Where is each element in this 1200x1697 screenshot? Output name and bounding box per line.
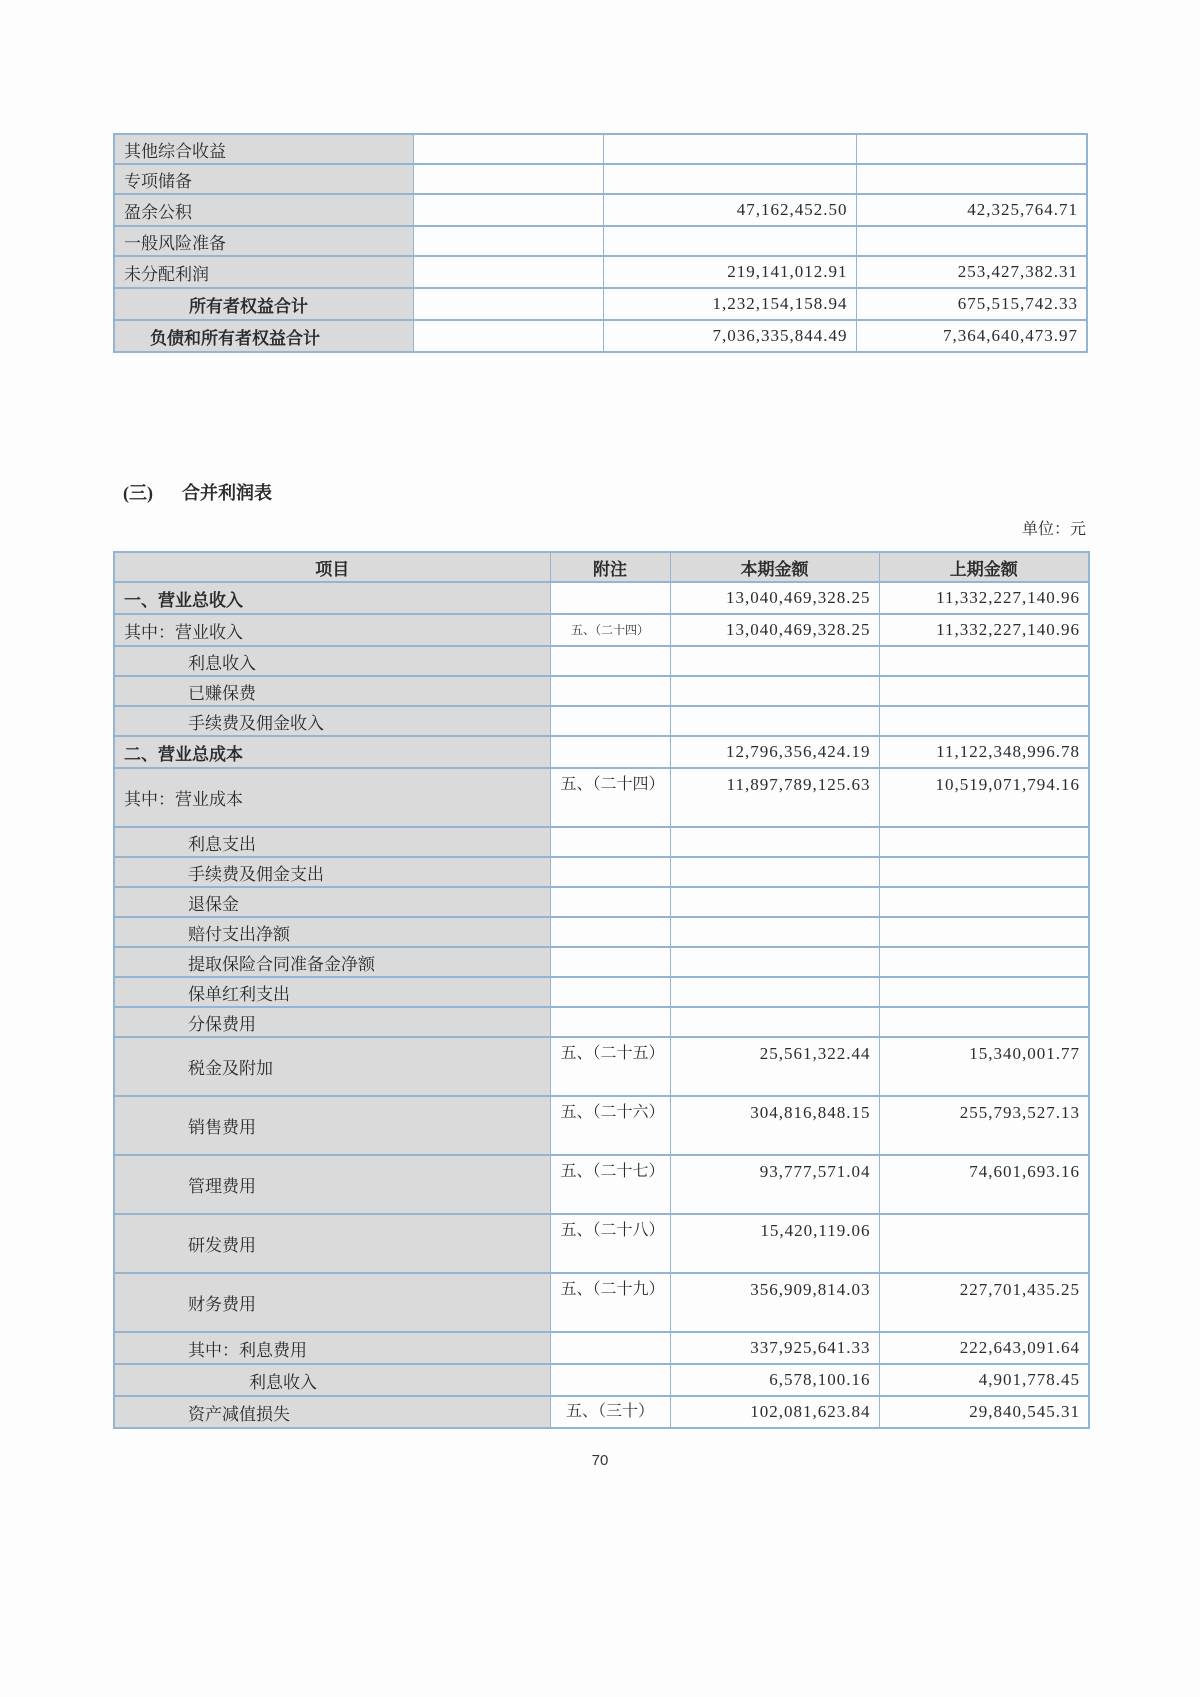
row-label-cell: 手续费及佣金支出 [114, 857, 550, 887]
previous-amount-cell [856, 164, 1087, 194]
current-amount-cell [670, 947, 879, 977]
previous-amount-cell: 10,519,071,794.16 [879, 768, 1089, 827]
note-reference-cell [413, 164, 603, 194]
table-row [114, 134, 1087, 164]
table-row [114, 582, 1089, 614]
note-reference-cell [413, 134, 603, 164]
current-amount-cell: 1,232,154,158.94 [603, 288, 856, 320]
table-row [114, 1096, 1089, 1155]
previous-amount-cell [879, 706, 1089, 736]
table-header-row [114, 552, 1089, 582]
current-amount-cell [670, 646, 879, 676]
previous-amount-cell [856, 134, 1087, 164]
table-row [114, 1364, 1089, 1396]
row-label-cell: 财务费用 [114, 1273, 550, 1332]
row-label-cell: 未分配利润 [114, 256, 413, 288]
table-row [114, 256, 1087, 288]
previous-amount-cell: 11,122,348,996.78 [879, 736, 1089, 768]
note-reference-cell: 五、（三十） [550, 1396, 670, 1428]
current-amount-cell [603, 226, 856, 256]
note-reference-cell [550, 917, 670, 947]
previous-amount-cell: 675,515,742.33 [856, 288, 1087, 320]
note-reference-cell [550, 646, 670, 676]
current-amount-cell: 11,897,789,125.63 [670, 768, 879, 827]
current-amount-cell: 13,040,469,328.25 [670, 582, 879, 614]
previous-amount-cell: 11,332,227,140.96 [879, 614, 1089, 646]
table-row [114, 1037, 1089, 1096]
previous-amount-cell [856, 226, 1087, 256]
current-amount-cell [670, 1007, 879, 1037]
table-row [114, 164, 1087, 194]
note-reference-cell [550, 1332, 670, 1364]
table-row [114, 1007, 1089, 1037]
current-amount-cell: 93,777,571.04 [670, 1155, 879, 1214]
previous-amount-cell [879, 676, 1089, 706]
row-label-cell: 一、营业总收入 [114, 582, 550, 614]
row-label-cell: 管理费用 [114, 1155, 550, 1214]
note-reference-cell [550, 582, 670, 614]
previous-amount-cell: 7,364,640,473.97 [856, 320, 1087, 352]
table-row [114, 768, 1089, 827]
column-header-previous: 上期金额 [879, 552, 1089, 582]
table-row [114, 917, 1089, 947]
note-reference-cell [413, 226, 603, 256]
previous-amount-cell [879, 917, 1089, 947]
table-row [114, 1396, 1089, 1428]
previous-amount-cell [879, 827, 1089, 857]
current-amount-cell: 219,141,012.91 [603, 256, 856, 288]
row-label-cell: 其中：营业成本 [114, 768, 550, 827]
note-reference-cell [413, 256, 603, 288]
current-amount-cell: 12,796,356,424.19 [670, 736, 879, 768]
row-label-cell: 保单红利支出 [114, 977, 550, 1007]
previous-amount-cell [879, 1214, 1089, 1273]
income-statement-body [114, 552, 1089, 1428]
current-amount-cell: 356,909,814.03 [670, 1273, 879, 1332]
row-label-cell: 盈余公积 [114, 194, 413, 226]
note-reference-cell: 五、（二十五） [550, 1037, 670, 1096]
row-label-cell: 资产减值损失 [114, 1396, 550, 1428]
note-reference-cell: 五、（二十七） [550, 1155, 670, 1214]
note-reference-cell: 五、（二十四） [550, 768, 670, 827]
row-label-cell: 其他综合收益 [114, 134, 413, 164]
row-label-cell: 利息支出 [114, 827, 550, 857]
row-label-cell: 利息收入 [114, 1364, 550, 1396]
note-reference-cell [550, 887, 670, 917]
current-amount-cell [670, 827, 879, 857]
balance-sheet-table [113, 133, 1088, 353]
note-reference-cell [550, 857, 670, 887]
previous-amount-cell: 255,793,527.13 [879, 1096, 1089, 1155]
note-reference-cell [413, 288, 603, 320]
balance-sheet-body [114, 134, 1087, 352]
row-label-cell: 一般风险准备 [114, 226, 413, 256]
current-amount-cell: 6,578,100.16 [670, 1364, 879, 1396]
table-row [114, 977, 1089, 1007]
row-label-cell: 手续费及佣金收入 [114, 706, 550, 736]
previous-amount-cell [879, 1007, 1089, 1037]
current-amount-cell [670, 917, 879, 947]
current-amount-cell [670, 706, 879, 736]
row-label-cell: 负债和所有者权益合计 [114, 320, 413, 352]
current-amount-cell: 15,420,119.06 [670, 1214, 879, 1273]
note-reference-cell [413, 320, 603, 352]
previous-amount-cell: 29,840,545.31 [879, 1396, 1089, 1428]
table-row [114, 1332, 1089, 1364]
row-label-cell: 所有者权益合计 [114, 288, 413, 320]
row-label-cell: 税金及附加 [114, 1037, 550, 1096]
unit-label: 单位：元 [1021, 521, 1086, 538]
table-row [114, 1214, 1089, 1273]
row-label-cell: 二、营业总成本 [114, 736, 550, 768]
note-reference-cell: 五、（二十八） [550, 1214, 670, 1273]
previous-amount-cell: 42,325,764.71 [856, 194, 1087, 226]
note-reference-cell [550, 736, 670, 768]
table-row [114, 226, 1087, 256]
previous-amount-cell: 15,340,001.77 [879, 1037, 1089, 1096]
current-amount-cell [670, 857, 879, 887]
income-statement-table [113, 551, 1090, 1429]
table-row [114, 947, 1089, 977]
page-number: 70 [591, 1452, 609, 1469]
table-row [114, 646, 1089, 676]
section-title: 合并利润表 [182, 483, 272, 503]
note-reference-cell [413, 194, 603, 226]
previous-amount-cell [879, 977, 1089, 1007]
current-amount-cell: 47,162,452.50 [603, 194, 856, 226]
previous-amount-cell [879, 646, 1089, 676]
table-row [114, 827, 1089, 857]
note-reference-cell [550, 706, 670, 736]
section-index: (三) [123, 483, 153, 503]
previous-amount-cell: 74,601,693.16 [879, 1155, 1089, 1214]
previous-amount-cell: 253,427,382.31 [856, 256, 1087, 288]
table-row [114, 706, 1089, 736]
previous-amount-cell [879, 857, 1089, 887]
row-label-cell: 利息收入 [114, 646, 550, 676]
current-amount-cell [670, 977, 879, 1007]
table-row [114, 736, 1089, 768]
table-row [114, 288, 1087, 320]
previous-amount-cell [879, 947, 1089, 977]
note-reference-cell: 五、（二十六） [550, 1096, 670, 1155]
row-label-cell: 分保费用 [114, 1007, 550, 1037]
table-row [114, 676, 1089, 706]
current-amount-cell: 25,561,322.44 [670, 1037, 879, 1096]
note-reference-cell: 五、（二十九） [550, 1273, 670, 1332]
table-row [114, 857, 1089, 887]
previous-amount-cell: 227,701,435.25 [879, 1273, 1089, 1332]
row-label-cell: 已赚保费 [114, 676, 550, 706]
row-label-cell: 专项储备 [114, 164, 413, 194]
current-amount-cell: 13,040,469,328.25 [670, 614, 879, 646]
current-amount-cell: 304,816,848.15 [670, 1096, 879, 1155]
section-heading [123, 479, 272, 505]
column-header-current: 本期金额 [670, 552, 879, 582]
previous-amount-cell [879, 887, 1089, 917]
note-reference-cell [550, 676, 670, 706]
note-reference-cell [550, 947, 670, 977]
row-label-cell: 其中：利息费用 [114, 1332, 550, 1364]
row-label-cell: 退保金 [114, 887, 550, 917]
table-row [114, 1273, 1089, 1332]
row-label-cell: 其中：营业收入 [114, 614, 550, 646]
table-row [114, 1155, 1089, 1214]
table-row [114, 887, 1089, 917]
current-amount-cell: 337,925,641.33 [670, 1332, 879, 1364]
column-header-item: 项目 [114, 552, 550, 582]
note-reference-cell [550, 1007, 670, 1037]
note-reference-cell [550, 1364, 670, 1396]
table-row [114, 194, 1087, 226]
current-amount-cell [603, 164, 856, 194]
note-reference-cell: 五、（二十四） [550, 614, 670, 646]
current-amount-cell [670, 887, 879, 917]
previous-amount-cell: 4,901,778.45 [879, 1364, 1089, 1396]
note-reference-cell [550, 977, 670, 1007]
note-reference-cell [550, 827, 670, 857]
previous-amount-cell: 11,332,227,140.96 [879, 582, 1089, 614]
row-label-cell: 赔付支出净额 [114, 917, 550, 947]
table-row [114, 614, 1089, 646]
current-amount-cell: 7,036,335,844.49 [603, 320, 856, 352]
row-label-cell: 提取保险合同准备金净额 [114, 947, 550, 977]
row-label-cell: 研发费用 [114, 1214, 550, 1273]
column-header-note: 附注 [550, 552, 670, 582]
table-row [114, 320, 1087, 352]
current-amount-cell: 102,081,623.84 [670, 1396, 879, 1428]
current-amount-cell [670, 676, 879, 706]
previous-amount-cell: 222,643,091.64 [879, 1332, 1089, 1364]
row-label-cell: 销售费用 [114, 1096, 550, 1155]
current-amount-cell [603, 134, 856, 164]
